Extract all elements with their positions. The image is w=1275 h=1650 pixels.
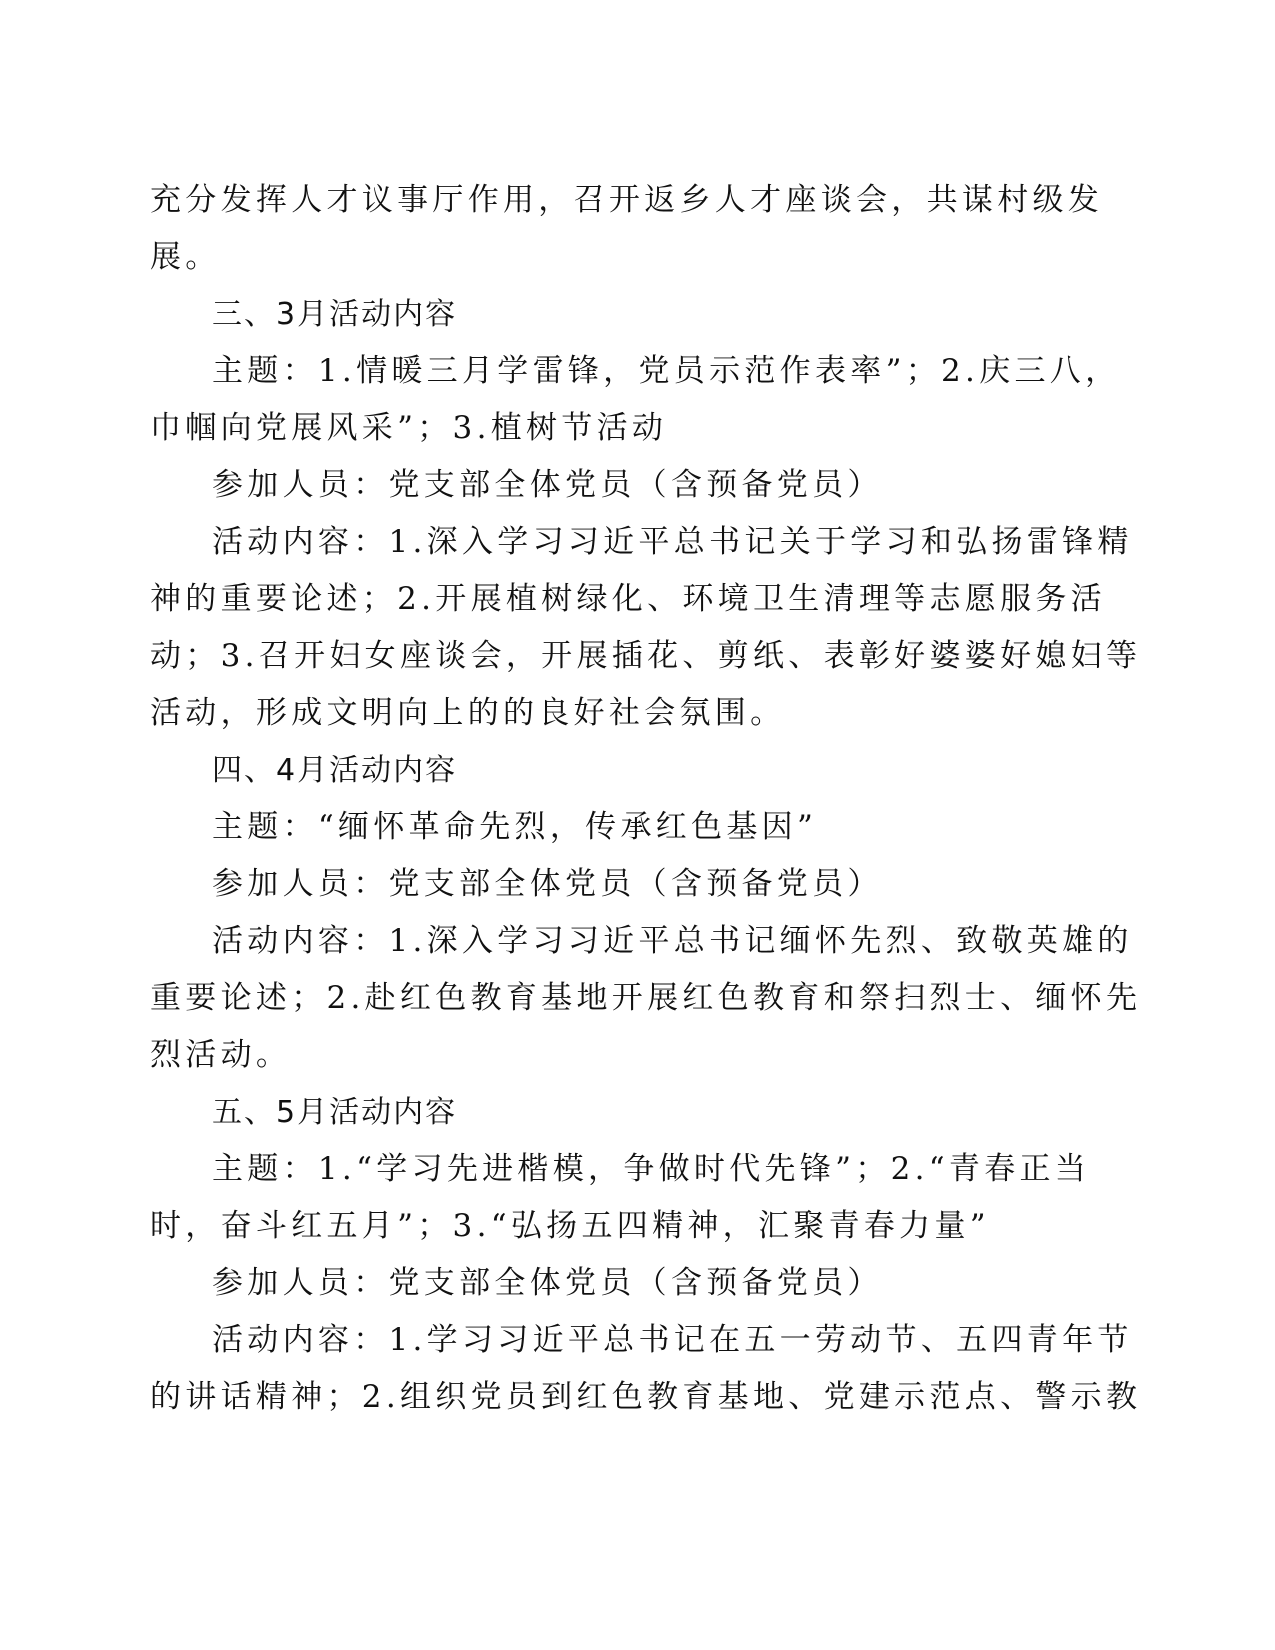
section-heading-march: 三、3月活动内容 — [212, 297, 458, 332]
theme-line: 主题：1.情暖三月学雷锋，党员示范作表率”；2.庆三八， — [212, 353, 1121, 389]
paragraph-line: 时，奋斗红五月”；3.“弘扬五四精神，汇聚青春力量” — [150, 1208, 990, 1244]
paragraph-line: 展。 — [150, 239, 221, 275]
activity-line: 活动内容：1.学习习近平总书记在五一劳动节、五四青年节 — [212, 1322, 1133, 1358]
activity-line: 活动内容：1.深入学习习近平总书记缅怀先烈、致敬英雄的 — [212, 923, 1133, 959]
participants-line: 参加人员：党支部全体党员（含预备党员） — [212, 1265, 883, 1301]
paragraph-line: 的讲话精神；2.组织党员到红色教育基地、党建示范点、警示教 — [150, 1379, 1142, 1415]
paragraph-line: 神的重要论述；2.开展植树绿化、环境卫生清理等志愿服务活 — [150, 581, 1106, 617]
paragraph-line: 充分发挥人才议事厅作用，召开返乡人才座谈会，共谋村级发 — [150, 182, 1104, 218]
participants-line: 参加人员：党支部全体党员（含预备党员） — [212, 467, 883, 503]
theme-line: 主题：1.“学习先进楷模，争做时代先锋”；2.“青春正当 — [212, 1151, 1091, 1187]
activity-line: 活动内容：1.深入学习习近平总书记关于学习和弘扬雷锋精 — [212, 524, 1133, 560]
document-page — [150, 172, 1142, 1426]
section-heading-may: 五、5月活动内容 — [212, 1095, 458, 1130]
paragraph-line: 重要论述；2.赴红色教育基地开展红色教育和祭扫烈士、缅怀先 — [150, 980, 1142, 1016]
paragraph-line: 动；3.召开妇女座谈会，开展插花、剪纸、表彰好婆婆好媳妇等 — [150, 638, 1142, 674]
paragraph-line: 烈活动。 — [150, 1037, 292, 1073]
paragraph-line: 巾帼向党展风采”；3.植树节活动 — [150, 410, 668, 446]
paragraph-line: 活动，形成文明向上的的良好社会氛围。 — [150, 695, 786, 731]
section-heading-april: 四、4月活动内容 — [212, 753, 458, 788]
theme-line: 主题：“缅怀革命先烈，传承红色基因” — [212, 809, 818, 845]
participants-line: 参加人员：党支部全体党员（含预备党员） — [212, 866, 883, 902]
